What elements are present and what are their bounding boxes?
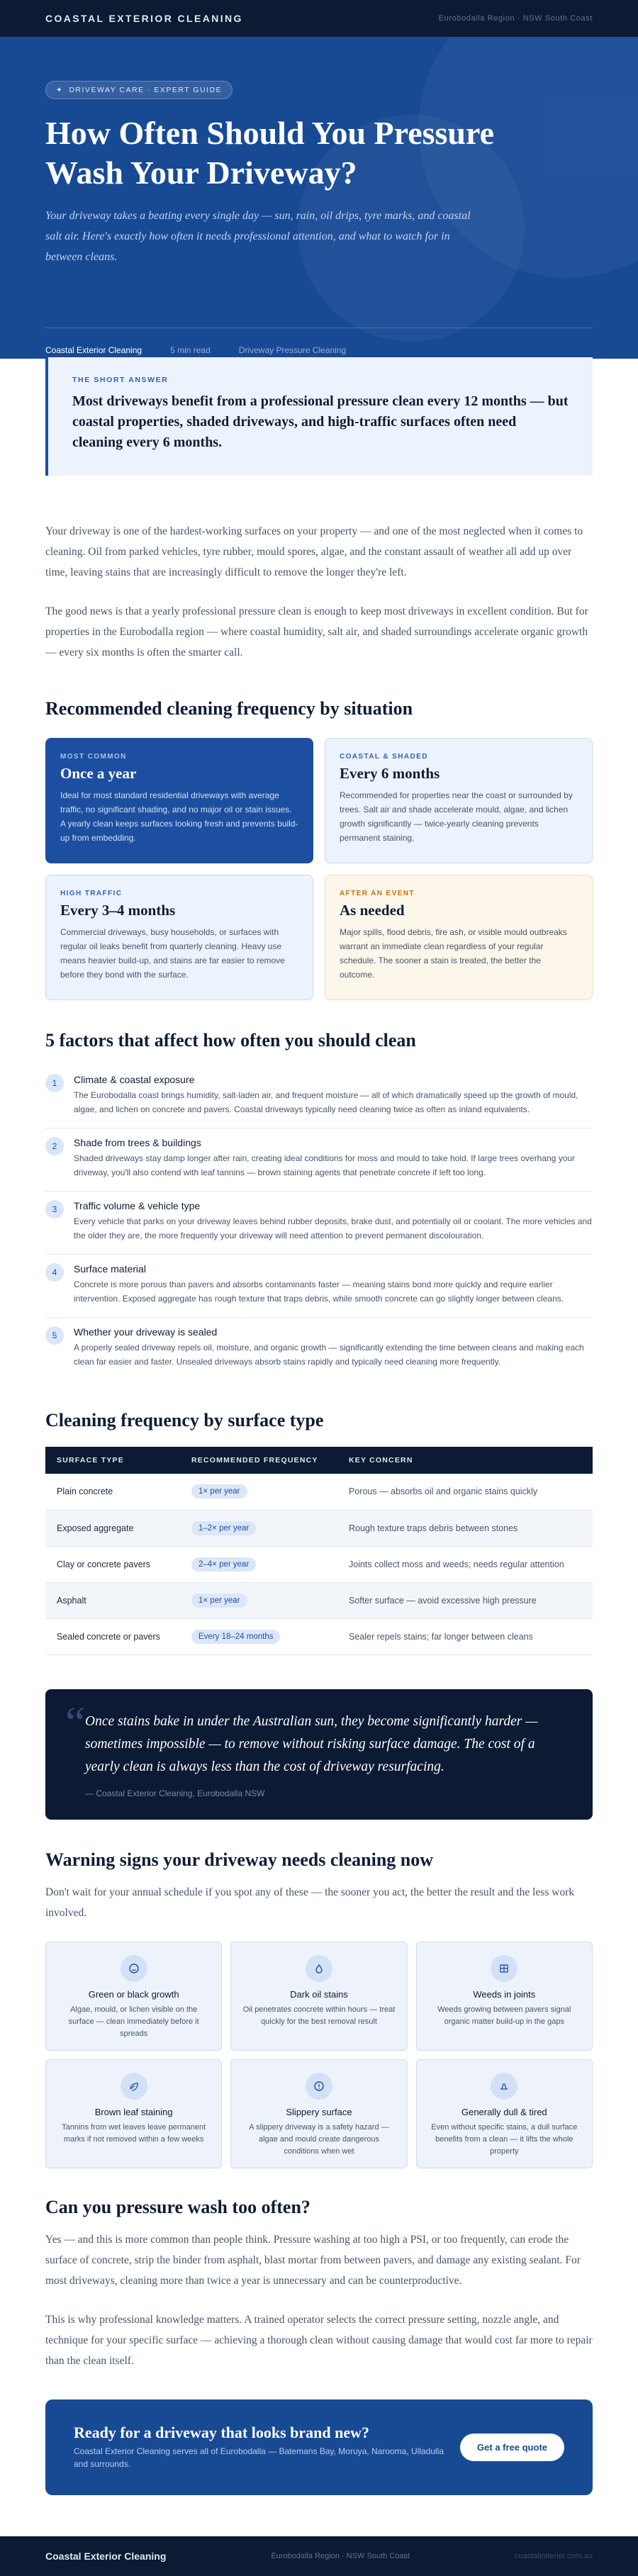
- frequency-cell: [180, 1510, 337, 1546]
- warning-icon: [306, 2073, 332, 2100]
- short-answer-label: THE SHORT ANSWER: [72, 376, 169, 384]
- warning-desc: A slippery driveway is a safety hazard — algae and mould create dangerous conditions when wet: [249, 2122, 389, 2156]
- short-answer-box: [45, 357, 593, 476]
- factor-item: [45, 1065, 593, 1129]
- warning-card: [416, 1942, 593, 2051]
- warning-card: [416, 2059, 593, 2168]
- warning-desc: Tannins from wet leaves leave permanent marks if not removed within a few weeks: [62, 2122, 206, 2144]
- factor-title: Shade from trees & buildings: [74, 1137, 201, 1148]
- factors-list: [45, 1065, 593, 1380]
- hero-section: [0, 37, 638, 359]
- frequency-cell: [180, 1582, 337, 1618]
- meta-category: Driveway Pressure Cleaning: [238, 345, 347, 355]
- meta-read-time: 5 min read: [170, 345, 211, 355]
- factor-number: 4: [45, 1263, 64, 1282]
- factor-item: [45, 1255, 593, 1318]
- factor-desc: Every vehicle that parks on your driveway leaves behind rubber deposits, brake dust, and potentially oil or coolant. The more vehicles and the older they are, the more frequently your driveway will need attention to prevent permanent discolouration.: [74, 1216, 592, 1241]
- card-title: Every 6 months: [340, 765, 440, 782]
- warning-card: [230, 2059, 407, 2168]
- warning-title: Dark oil stains: [290, 1988, 348, 2000]
- short-answer-text: Most driveways benefit from a professional pressure clean every 12 months — but coastal properties, shaded driveways, and high-traffic surfaces often need cleaning every 6 months.: [72, 393, 569, 450]
- warning-desc: Oil penetrates concrete within hours — treat quickly for the best removal result: [242, 2005, 396, 2026]
- factor-item: [45, 1129, 593, 1192]
- intro-paragraph: The good news is that a yearly professional pressure clean is enough to keep most driveways in excellent condition. But for properties in the Eurobodalla region — where coastal humidity, salt air, and shaded surroundings accelerate organic growth — every six months is often the smarter call.: [45, 605, 588, 659]
- factor-desc: Concrete is more porous than pavers and absorbs contaminants faster — meaning stains bond more quickly and require earlier intervention. Exposed aggregate has rough texture that traps debris, while smooth concrete can go slightly longer between cleans.: [74, 1279, 564, 1304]
- too-often-paragraph: This is why professional knowledge matters. A trained operator selects the correct pressure setting, nozzle angle, and technique for your specific surface — achieving a thorough clean without causing damage that would cost far more to repair than the clean itself.: [45, 2313, 593, 2367]
- surface-cell: Exposed aggregate: [45, 1510, 180, 1546]
- card-title: Every 3–4 months: [60, 902, 176, 919]
- concern-cell: Joints collect moss and weeds; needs regular attention: [337, 1546, 593, 1582]
- card-title: Once a year: [60, 765, 137, 782]
- warning-card: [45, 1942, 222, 2051]
- frequency-card-quarterly: [45, 875, 313, 1000]
- concern-cell: Porous — absorbs oil and organic stains quickly: [337, 1474, 593, 1510]
- get-quote-button[interactable]: Get a free quote: [460, 2434, 564, 2461]
- card-tag: AFTER AN EVENT: [340, 890, 415, 897]
- card-desc: Major spills, flood debris, fire ash, or visible mould outbreaks warrant an immediate clean regardless of your regular schedule. The sooner a stain is treated, the better the outcome.: [340, 927, 567, 980]
- factors-heading: 5 factors that affect how often you should clean: [45, 1030, 416, 1051]
- factor-number: 5: [45, 1326, 64, 1345]
- frequency-card-yearly: [45, 738, 313, 863]
- warning-title: Green or black growth: [88, 1988, 179, 2000]
- warning-intro: Don't wait for your annual schedule if you spot any of these — the sooner you act, the better the result and the less work involved.: [45, 1886, 575, 1919]
- intro-paragraph: Your driveway is one of the hardest-working surfaces on your property — and one of the most neglected when it comes to cleaning. Oil from parked vehicles, tyre rubber, mould spores, algae, and the constant assault of weather all add up over time, leaving stains that are increasingly difficult to remove the longer they're left.: [45, 525, 583, 578]
- concern-cell: Sealer repels stains; far longer between cleans: [337, 1618, 593, 1654]
- table-row: [45, 1546, 593, 1582]
- table-row: [45, 1618, 593, 1654]
- hero-lede: Your driveway takes a beating every single day — sun, rain, oil drips, tyre marks, and coastal salt air. Here's exactly how often it needs professional attention, and what to watch for in between cleans.: [45, 210, 471, 263]
- factor-title: Climate & coastal exposure: [74, 1074, 195, 1085]
- table-row: [45, 1510, 593, 1546]
- region-label: Eurobodalla Region · NSW South Coast: [438, 14, 593, 23]
- article-meta: [45, 327, 593, 355]
- table-row: [45, 1474, 593, 1510]
- category-tag-label: DRIVEWAY CARE · EXPERT GUIDE: [69, 86, 223, 94]
- grid-icon: [491, 1955, 517, 1982]
- frequency-cell: [180, 1474, 337, 1510]
- factor-number: 2: [45, 1137, 64, 1155]
- surface-cell: Asphalt: [45, 1582, 180, 1618]
- card-tag: MOST COMMON: [60, 753, 127, 761]
- growth-icon: [121, 1955, 147, 1982]
- warning-heading: Warning signs your driveway needs cleaning now: [45, 1849, 434, 1870]
- brand-name[interactable]: COASTAL EXTERIOR CLEANING: [45, 13, 243, 24]
- frequency-badge: 1× per year: [191, 1594, 247, 1608]
- card-desc: Commercial driveways, busy households, or surfaces with regular oil leaks benefit from quarterly cleaning. Heavy use means heavier build-up, and stains are far easier to remove before they bond with the surface.: [60, 927, 285, 980]
- table-row: [45, 1582, 593, 1618]
- dull-surface-icon: [491, 2073, 517, 2100]
- factor-item: [45, 1318, 593, 1380]
- factor-number: 1: [45, 1074, 64, 1092]
- cta-title: Ready for a driveway that looks brand new?: [74, 2424, 370, 2441]
- frequency-card-as-needed: [325, 875, 593, 1000]
- concern-cell: Rough texture traps debris between stones: [337, 1510, 593, 1546]
- too-often-heading: Can you pressure wash too often?: [45, 2196, 310, 2217]
- frequency-card-6-months: [325, 738, 593, 863]
- warning-title: Generally dull & tired: [461, 2106, 547, 2117]
- factor-title: Surface material: [74, 1263, 146, 1275]
- surface-cell: Sealed concrete or pavers: [45, 1618, 180, 1654]
- concern-cell: Softer surface — avoid excessive high pressure: [337, 1582, 593, 1618]
- footer-brand[interactable]: Coastal Exterior Cleaning: [45, 2550, 167, 2562]
- warning-title: Weeds in joints: [473, 1988, 536, 2000]
- warning-desc: Weeds growing between pavers signal organic matter build-up in the gaps: [437, 2005, 571, 2026]
- warning-title: Brown leaf staining: [94, 2106, 173, 2117]
- frequency-cards: [45, 738, 593, 1000]
- meta-author: Coastal Exterior Cleaning: [45, 345, 142, 355]
- table-header-row: [45, 1447, 593, 1474]
- footer-website-link[interactable]: coastalexterior.com.au: [514, 2551, 593, 2560]
- surface-heading: Cleaning frequency by surface type: [45, 1410, 324, 1430]
- surface-table: [45, 1447, 593, 1655]
- frequency-badge: 1× per year: [191, 1484, 247, 1499]
- factor-desc: A properly sealed driveway repels oil, moisture, and organic growth — significantly extending the time between cleans and making each clean far easier and faster. Unsealed driveways absorb stains rapidly and typically need cleaning more frequently.: [74, 1343, 584, 1367]
- category-tag: [45, 81, 233, 99]
- frequency-badge: Every 18–24 months: [191, 1630, 280, 1644]
- card-tag: HIGH TRAFFIC: [60, 890, 123, 897]
- factor-desc: Shaded driveways stay damp longer after rain, creating ideal conditions for moss and mould to take hold. If large trees overhang your driveway, you'll also contend with leaf tannins — brown staining agents that penetrate concrete if left too long.: [74, 1153, 576, 1177]
- frequency-heading: Recommended cleaning frequency by situation: [45, 698, 413, 719]
- warning-title: Slippery surface: [286, 2106, 352, 2117]
- warning-desc: Algae, mould, or lichen visible on the surface — clean immediately before it spreads: [68, 2005, 199, 2038]
- warning-card: [230, 1942, 407, 2051]
- card-desc: Ideal for most standard residential driveways with average traffic, no significant shading, and no major oil or stain issues. A yearly clean keeps surfaces looking fresh and prevents build-up from embedding.: [60, 790, 298, 843]
- column-header: KEY CONCERN: [349, 1456, 413, 1465]
- frequency-badge: 2–4× per year: [191, 1557, 256, 1572]
- column-header: RECOMMENDED FREQUENCY: [191, 1456, 318, 1465]
- leaf-icon: [121, 2073, 147, 2100]
- column-header: SURFACE TYPE: [57, 1456, 124, 1465]
- frequency-cell: [180, 1618, 337, 1654]
- oil-drop-icon: [306, 1955, 332, 1982]
- top-nav: [0, 0, 638, 37]
- card-title: As needed: [340, 902, 405, 919]
- warning-cards: [45, 1942, 593, 2168]
- factor-item: [45, 1192, 593, 1255]
- pull-quote: [45, 1689, 593, 1820]
- factor-title: Traffic volume & vehicle type: [74, 1200, 201, 1211]
- warning-card: [45, 2059, 222, 2168]
- hero-decor-circle: [298, 115, 525, 342]
- card-desc: Recommended for properties near the coast or surrounded by trees. Salt air and shade accelerate mould, algae, and lichen growth significantly — twice-yearly cleaning prevents permanent staining.: [340, 790, 573, 843]
- card-tag: COASTAL & SHADED: [340, 753, 428, 761]
- factor-number: 3: [45, 1200, 64, 1219]
- footer: [0, 2536, 638, 2576]
- page-title: How Often Should You Pressure Wash Your Driveway?: [45, 115, 495, 191]
- cta-banner: [45, 2399, 593, 2495]
- surface-cell: Clay or concrete pavers: [45, 1546, 180, 1582]
- frequency-badge: 1–2× per year: [191, 1521, 256, 1535]
- cta-desc: Coastal Exterior Cleaning serves all of Eurobodalla — Batemans Bay, Moruya, Narooma, Ulladulla and surrounds.: [74, 2446, 444, 2469]
- quote-text: Once stains bake in under the Australian sun, they become significantly harder — sometimes impossible — to remove without risking surface damage. The cost of a yearly clean is always less than the cost of driveway resurfacing.: [85, 1713, 538, 1774]
- quote-mark-icon: “: [65, 1696, 86, 1747]
- sparkle-icon: ✦: [56, 86, 64, 94]
- factor-title: Whether your driveway is sealed: [74, 1326, 218, 1338]
- quote-attribution: — Coastal Exterior Cleaning, Eurobodalla NSW: [85, 1788, 265, 1798]
- surface-cell: Plain concrete: [45, 1474, 180, 1510]
- footer-region: Eurobodalla Region · NSW South Coast: [271, 2551, 410, 2560]
- too-often-paragraph: Yes — and this is more common than people think. Pressure washing at too high a PSI, or too frequently, can erode the surface of concrete, strip the binder from asphalt, blast mortar from between pavers, and damage any existing sealant. For most driveways, cleaning more than twice a year is unnecessary and can be counterproductive.: [45, 2233, 581, 2287]
- warning-desc: Even without specific stains, a dull surface benefits from a clean — it lifts the whole property: [431, 2122, 578, 2156]
- factor-desc: The Eurobodalla coast brings humidity, salt-laden air, and frequent moisture — all of which dramatically speed up the growth of mould, algae, and lichen on concrete and pavers. Coastal driveways typically need cleaning twice as often as inland equivalents.: [74, 1090, 578, 1114]
- frequency-cell: [180, 1546, 337, 1582]
